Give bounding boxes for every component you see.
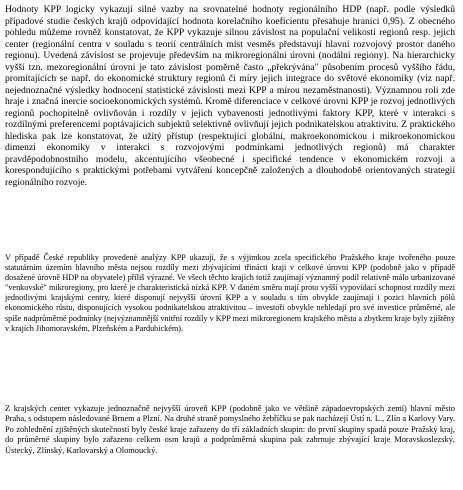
paragraph-text: V případě České republiky provedené analýzy KPP ukazují, že s výjimkou zcela specifického Pražského kraje tvořeného pouze statutárním územím hlavního města nejsou rozdíly mezi zbývajícími třinácti kraji v celkové úrovni KPP (podobně jako v případě dosažené úrovně HDP na obyvatele) příliš výrazné. Ve všech těchto krajích totiž zaujímají významný podíl relativně málo urbanizované "venkovské" mikroregiony, pro které je charakteristická nízká KPP. V daném směru mají proto vyšší vypovídací schopnost rozdíly mezi jednotlivými krajskými centry, které disponují nejvyšší úrovní KPP a v souladu s tím obvykle zaujímají i pozici hlavních pólů ekonomického růstu, disponujících vysokou podnikatelskou atraktivitou – investoři obvykle nehledají pro své investice průměrné, ale spíše nadprůměrné podmínky (nejvýznamnější vnitřní rozdíly v KPP mezi mikroregionem krajského města a zbytkem kraje byly zjištěny v krajích Jihomoravském, Plzeňském a Pardubickém). [5, 253, 455, 333]
paragraph-czech-regions-analysis [5, 253, 455, 334]
paragraph-text: Z krajských center vykazuje jednoznačně nejvyšší úroveň KPP (podobně jako ve většině západoevropských zemí) hlavní město Praha, s odstupem následované Brnem a Plzní. Na druhé straně pomyslného žebříčku se pak nacházejí Ústí n. L., Zlín a Karlovy Vary. Po zohlednění zjištěných skutečností byly české kraje zařazeny do tří základních skupin: do první skupiny spadá pouze Pražský kraj, do průměrné skupiny bylo zařazeno celkem osm krajů a podprůměrná skupina pak zahrnuje zbývající kraje Moravskoslezský, Ústecký, Zlínský, Karlovarský a Olomoucký. [5, 404, 455, 455]
paragraph-regional-centers-ranking [5, 404, 455, 456]
paragraph-kpp-hdp-relationship [5, 4, 455, 188]
paragraph-text: Hodnoty KPP logicky vykazují silné vazby na srovnatelné hodnoty regionálního HDP (např. podle výsledků případové studie českých krajů odpovídající hodnota korelačního koeficientu přesahuje hranici 0,95). Z obecného pohledu můžeme rovněž konstatovat, že KPP vykazuje silnou závislost na populační velikosti regionů resp. jejich center (regionální centra v souladu s teorií centrálních míst vesměs představují hlavní rozvojový prostor daného regionu). Uvedená závislost se projevuje především na mikroregionální úrovni (nodální regiony). Na hierarchicky vyšší tzn. mezoregionální úrovni je tato závislost poměrně často „překrývána" působením procesů vyššího řádu, promítajících se např. do ekonomické struktury regionů či míry jejich integrace do světové ekonomiky (viz např. nejednoznačné výsledky hodnocení statistické závislosti mezi KPP a mírou nezaměstnanosti). Významnou roli zde hraje i značná inercie socioekonomických systémů. Kromě diferenciace v celkové úrovni KPP je rozvoj jednotlivých regionů pochopitelně ovlivňován i rozdíly v jejich vybavenosti jednotlivými faktory KPP, které v interakci s rozdílnými preferencemi poptávajících subjektů selektivně ovlivňují jejich podnikatelskou atraktivitu. Z praktického hlediska pak lze konstatovat, že užitý přístup (respektující globální, makroekonomickou i mikroekonomickou dimenzi ekonomiky v interakci s rozvojovými podmínkami jednotlivých regionů) má charakter pravděpodobnostního modelu, akcentujícího všeobecné i specifické tendence v ekonomickém rozvoji a korespondujícího s praktickými potřebami vytváření koncepčně založených a dlouhodobě orientovaných strategií regionálního rozvoje. [5, 4, 455, 188]
